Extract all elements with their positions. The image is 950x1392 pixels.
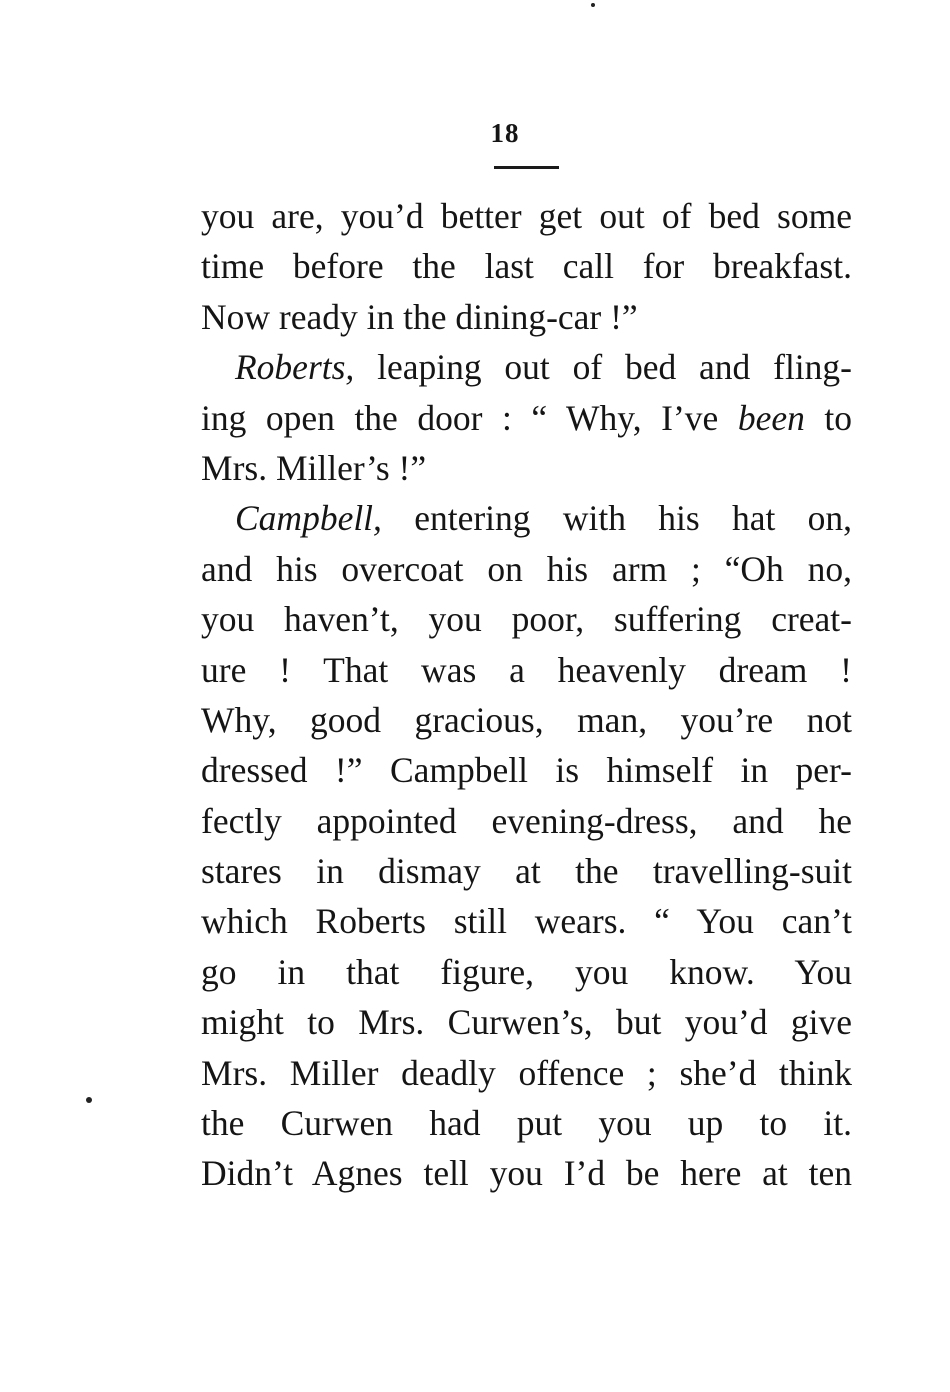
page-number: 18 bbox=[490, 118, 520, 148]
emphasis-text: been bbox=[737, 397, 805, 438]
text-line: Mrs. Miller deadly offence ; she’d think bbox=[201, 1052, 852, 1093]
line-text: leaping out of bed and fling- bbox=[377, 347, 852, 388]
text-line: go in that figure, you know. You bbox=[201, 951, 852, 992]
text-line: ure ! That was a heavenly dream ! bbox=[201, 649, 852, 690]
speaker-name: Campbell, bbox=[235, 498, 382, 539]
text-line bbox=[201, 493, 852, 543]
body-text bbox=[201, 191, 852, 1199]
text-line: Now ready in the dining-car !” bbox=[201, 296, 638, 337]
text-line: you haven’t, you poor, suffering creat- bbox=[201, 599, 852, 640]
text-line bbox=[201, 393, 852, 443]
line-text: ing open the door : “ Why, I’ve bbox=[201, 397, 719, 438]
text-line: you are, you’d better get out of bed some bbox=[201, 196, 852, 236]
ink-speck bbox=[591, 3, 595, 7]
text-line bbox=[201, 342, 852, 392]
text-line: the Curwen had put you up to it. bbox=[201, 1103, 852, 1144]
line-text: entering with his hat on, bbox=[414, 498, 852, 539]
text-line: and his overcoat on his arm ; “Oh no, bbox=[201, 548, 852, 589]
line-text: to bbox=[824, 397, 853, 438]
ink-speck bbox=[86, 1097, 92, 1103]
text-line: fectly appointed evening-dress, and he bbox=[201, 800, 852, 841]
text-line: dressed !” Campbell is himself in per- bbox=[201, 750, 852, 791]
header-rule bbox=[494, 166, 559, 169]
text-line: Mrs. Miller’s !” bbox=[201, 447, 427, 488]
text-line: stares in dismay at the travelling-suit bbox=[201, 851, 852, 892]
text-line: which Roberts still wears. “ You can’t bbox=[201, 901, 852, 942]
text-line: Why, good gracious, man, you’re not bbox=[201, 699, 852, 740]
speaker-name: Roberts, bbox=[235, 347, 355, 388]
text-line: might to Mrs. Curwen’s, but you’d give bbox=[201, 1002, 852, 1043]
text-line: Didn’t Agnes tell you I’d be here at ten bbox=[201, 1153, 852, 1194]
text-line: time before the last call for breakfast. bbox=[201, 246, 852, 287]
